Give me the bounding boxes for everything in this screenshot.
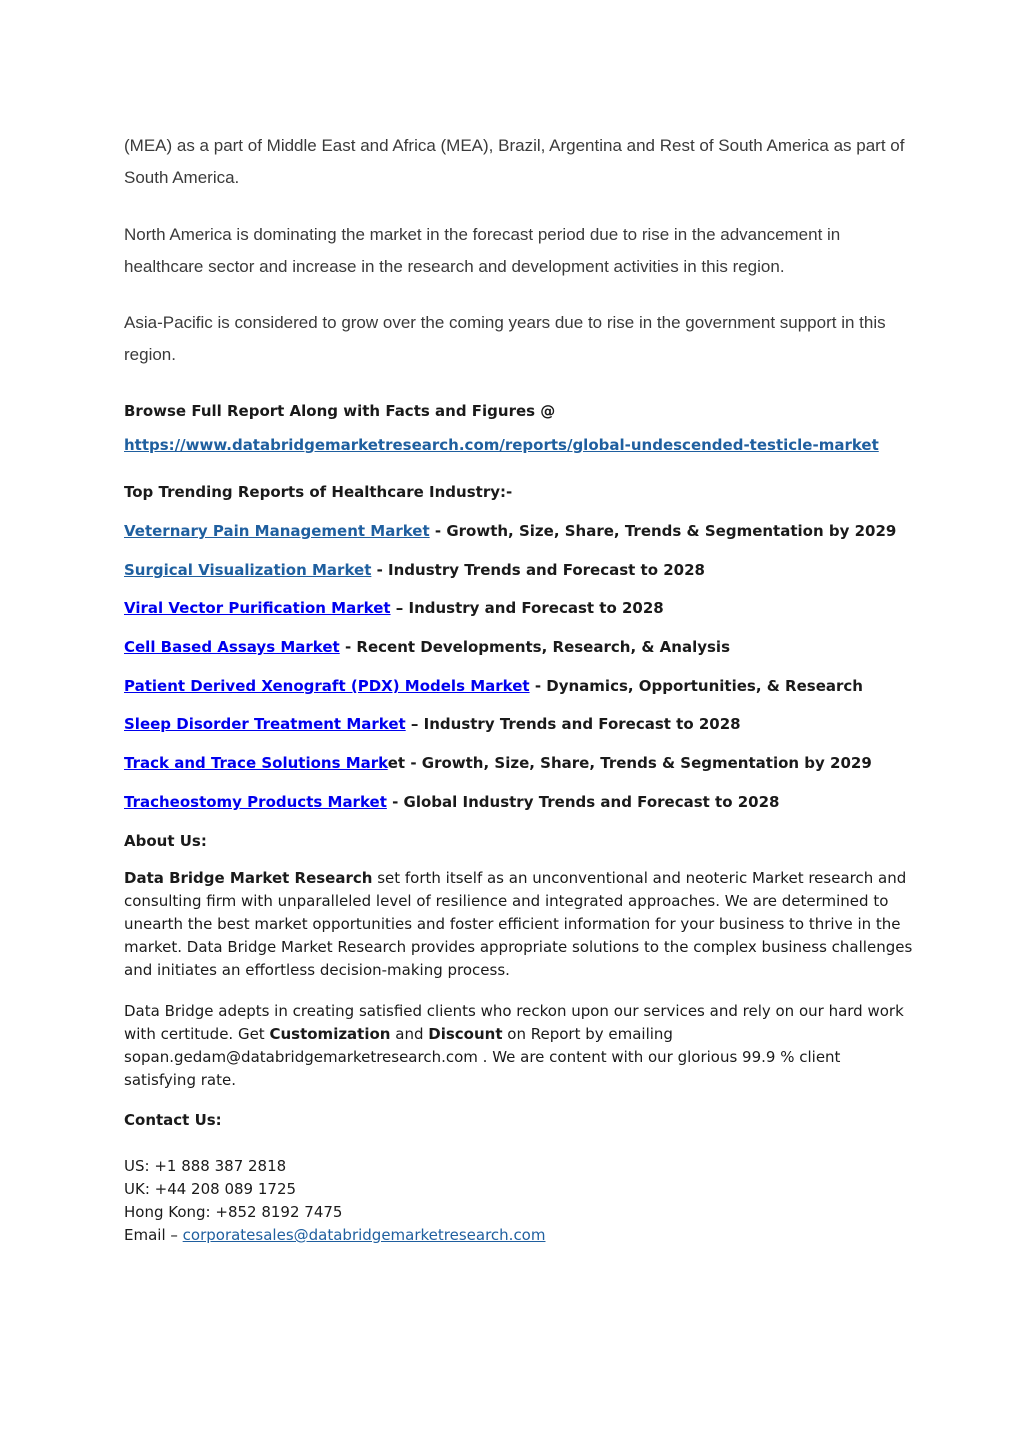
report-suffix: - Industry Trends and Forecast to 2028 xyxy=(371,561,705,579)
report-link[interactable]: Track and Trace Solutions Mark xyxy=(124,754,388,772)
report-link[interactable]: Patient Derived Xenograft (PDX) Models Market xyxy=(124,677,530,695)
email-link[interactable]: corporatesales@databridgemarketresearch.com xyxy=(182,1226,546,1244)
adept-paragraph xyxy=(124,1000,914,1092)
paragraph-north-america: North America is dominating the market in the forecast period due to rise in the advancement in healthcare sector and increase in the research and development activities in this region. xyxy=(124,225,841,276)
about-body: set forth itself as an unconventional and neoteric Market research and consulting firm with unparalleled level of resilience and integrated approaches. We are determined to unearth the best market opportunities and foster efficient information for your business to thrive in the market. Data Bridge Market Research provides appropriate solutions to the complex business challenges and initiates an effortless decision-making process. xyxy=(124,869,913,979)
report-suffix: - Dynamics, Opportunities, & Research xyxy=(529,677,863,695)
contact-hk-phone: Hong Kong: +852 8192 7475 xyxy=(124,1203,343,1221)
browse-heading: Browse Full Report Along with Facts and Figures @ xyxy=(124,402,556,420)
contact-us-phone: US: +1 888 387 2818 xyxy=(124,1157,287,1175)
report-link[interactable]: Viral Vector Purification Market xyxy=(124,599,391,617)
report-suffix: - Recent Developments, Research, & Analysis xyxy=(339,638,730,656)
email-label: Email – xyxy=(124,1226,183,1244)
paragraph-regions: (MEA) as a part of Middle East and Africa (MEA), Brazil, Argentina and Rest of South America as part of South America. xyxy=(124,136,905,187)
browse-url-line xyxy=(124,434,914,456)
report-suffix: – Industry and Forecast to 2028 xyxy=(390,599,664,617)
discount-word: Discount xyxy=(428,1025,503,1043)
report-url-link[interactable]: https://www.databridgemarketresearch.com/reports/global-undescended-testicle-market xyxy=(124,436,879,454)
contact-details xyxy=(124,1155,914,1247)
report-item xyxy=(124,752,872,774)
report-suffix: - Global Industry Trends and Forecast to 2028 xyxy=(386,793,780,811)
company-name: Data Bridge Market Research xyxy=(124,869,373,887)
report-item xyxy=(124,636,730,658)
report-link[interactable]: Surgical Visualization Market xyxy=(124,561,372,579)
about-heading: About Us: xyxy=(124,832,207,850)
adept-text-2: and xyxy=(390,1025,429,1043)
report-suffix: et - Growth, Size, Share, Trends & Segmentation by 2029 xyxy=(387,754,872,772)
adept-text-3: on Report by emailing sopan.gedam@databridgemarketresearch.com . We are content with our glorious 99.9 % client satisfying rate. xyxy=(124,1025,841,1089)
report-item xyxy=(124,675,863,697)
report-item xyxy=(124,713,741,735)
contact-uk-phone: UK: +44 208 089 1725 xyxy=(124,1180,297,1198)
report-item xyxy=(124,559,705,581)
report-suffix: – Industry Trends and Forecast to 2028 xyxy=(405,715,741,733)
trending-heading: Top Trending Reports of Healthcare Industry:- xyxy=(124,483,513,501)
adept-text-1: Data Bridge adepts in creating satisfied clients who reckon upon our services and rely on our hard work with certitude. Get xyxy=(124,1002,904,1043)
report-suffix: - Growth, Size, Share, Trends & Segmentation by 2029 xyxy=(429,522,897,540)
report-item xyxy=(124,597,664,619)
contact-heading: Contact Us: xyxy=(124,1111,222,1129)
customization-word: Customization xyxy=(269,1025,391,1043)
about-paragraph xyxy=(124,867,914,982)
report-link[interactable]: Tracheostomy Products Market xyxy=(124,793,387,811)
report-link[interactable]: Sleep Disorder Treatment Market xyxy=(124,715,406,733)
contact-email-line xyxy=(124,1224,914,1247)
report-link[interactable]: Cell Based Assays Market xyxy=(124,638,340,656)
report-item xyxy=(124,520,896,542)
paragraph-asia-pacific: Asia-Pacific is considered to grow over the coming years due to rise in the government support in this region. xyxy=(124,313,886,364)
report-link[interactable]: Veternary Pain Management Market xyxy=(124,522,430,540)
report-item xyxy=(124,791,779,813)
